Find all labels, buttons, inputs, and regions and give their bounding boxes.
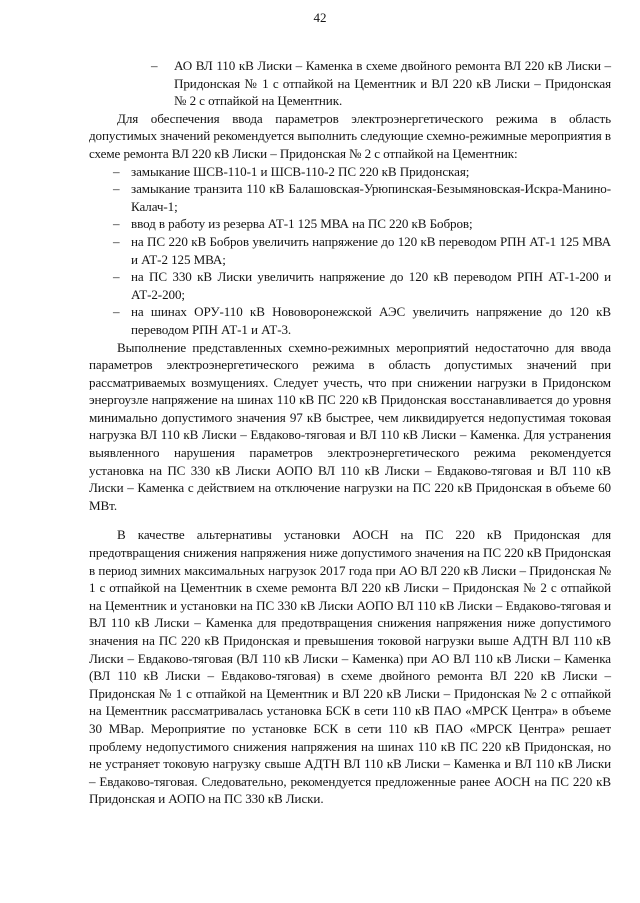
- paragraph-insufficient-measures: Выполнение представленных схемно-режимных мероприятий недостаточно для ввода параметров электроэнергетического режима в область допустимых значений при рассматриваемых возмущениях. Следует учесть, что при снижении нагрузки в Придонском энергоузле напряжение на шинах 110 кВ ПС 220 кВ Придонская восстанавливается до уровня минимально допустимого значения 97 кВ быстрее, чем ликвидируется недопустимая токовая нагрузка ВЛ 110 кВ Лиски – Евдаково-тяговая и ВЛ 110 кВ Лиски – Каменка. Для устранения выявленного нарушения параметров электроэнергетического режима рекомендуется установка на ПС 330 кВ Лиски АОПО ВЛ 110 кВ Лиски – Евдаково-тяговая и ВЛ 110 кВ Лиски – Каменка с действием на отключение нагрузки на ПС 220 кВ Придонская в объеме 60 МВт.: [89, 339, 611, 513]
- list-item: [89, 215, 611, 233]
- list-item-text: АО ВЛ 110 кВ Лиски – Каменка в схеме двойного ремонта ВЛ 220 кВ Лиски – Придонская № 1 с отпайкой на Цементник и ВЛ 220 кВ Лиски – Придонская № 2 с отпайкой на Цементник.: [174, 58, 611, 109]
- page-number: 42: [313, 10, 327, 25]
- list-dash: –: [151, 58, 158, 73]
- list-item-text: замыкание ШСВ-110-1 и ШСВ-110-2 ПС 220 кВ Придонская;: [131, 163, 470, 179]
- list-dash: –: [113, 304, 120, 320]
- list-item: [89, 163, 611, 181]
- paragraph-intro-measures: Для обеспечения ввода параметров электроэнергетического режима в область допустимых значений рекомендуется выполнить следующие схемно-режимные мероприятия в схеме ремонта ВЛ 220 кВ Лиски – Придонская № 2 с отпайкой на Цементник:: [89, 110, 611, 161]
- list-item-text: ввод в работу из резерва АТ-1 125 МВА на ПС 220 кВ Бобров;: [131, 216, 473, 232]
- continued-list: [89, 57, 611, 110]
- list-dash: –: [113, 216, 120, 232]
- list-item-text: на шинах ОРУ-110 кВ Нововоронежской АЭС увеличить напряжение до 120 кВ переводом РПН АТ-1 и АТ-3.: [131, 304, 611, 337]
- list-dash: –: [113, 233, 120, 249]
- page-content: [89, 57, 611, 808]
- list-dash: –: [113, 181, 120, 197]
- measures-list: [89, 163, 611, 339]
- list-item: [89, 180, 611, 215]
- list-dash: –: [113, 163, 120, 179]
- list-item: [89, 303, 611, 338]
- list-item-text: на ПС 220 кВ Бобров увеличить напряжение до 120 кВ переводом РПН АТ-1 125 МВА и АТ-2 125 МВА;: [131, 233, 611, 267]
- list-item: [89, 233, 611, 268]
- list-item-text: замыкание транзита 110 кВ Балашовская-Урюпинская-Безымяновская-Искра-Манино-Калач-1;: [131, 181, 611, 214]
- paragraph-alternative-bsk: В качестве альтернативы установки АОСН на ПС 220 кВ Придонская для предотвращения снижения напряжения ниже допустимого значения на ПС 220 кВ Придонская в период зимних максимальных нагрузок 2017 года при АО ВЛ 220 кВ Лиски – Придонская № 1 с отпайкой на Цементник в схеме ремонта ВЛ 220 кВ Лиски – Придонская № 2 с отпайкой на Цементник и установки на ПС 330 кВ Лиски АОПО ВЛ 110 кВ Лиски – Евдаково-тяговая и ВЛ 110 кВ Лиски – Каменка для предотвращения снижения напряжения ниже допустимого значения на ПС 220 кВ Придонская и превышения токовой нагрузки выше АДТН ВЛ 110 кВ Лиски – Евдаково-тяговая (ВЛ 110 кВ Лиски – Каменка) при АО ВЛ 110 кВ Лиски – Каменка (ВЛ 110 кВ Лиски – Евдаково-тяговая) в схеме двойного ремонта ВЛ 220 кВ Лиски – Придонская № 1 с отпайкой на Цементник и ВЛ 220 кВ Лиски – Придонская № 2 с отпайкой на Цементник рассматривалась установка БСК в сети 110 кВ ПАО «МРСК Центра» в объеме 30 МВар. Мероприятие по установке БСК в сети 110 кВ ПАО «МРСК Центра» решает проблему недопустимого снижения напряжения на шинах 110 кВ ПС 220 кВ Придонская, но не устраняет токовую нагрузку свыше АДТН ВЛ 110 кВ Лиски – Каменка и ВЛ 110 кВ Лиски – Евдаково-тяговая. Следовательно, рекомендуется предложенные ранее АОСН на ПС 220 кВ Придонская и АОПО на ПС 330 кВ Лиски.: [89, 527, 611, 807]
- list-item: [89, 57, 611, 110]
- list-item: [89, 268, 611, 303]
- list-dash: –: [113, 269, 120, 285]
- list-item-text: на ПС 330 кВ Лиски увеличить напряжение до 120 кВ переводом РПН АТ-1-200 и АТ-2-200;: [131, 269, 611, 302]
